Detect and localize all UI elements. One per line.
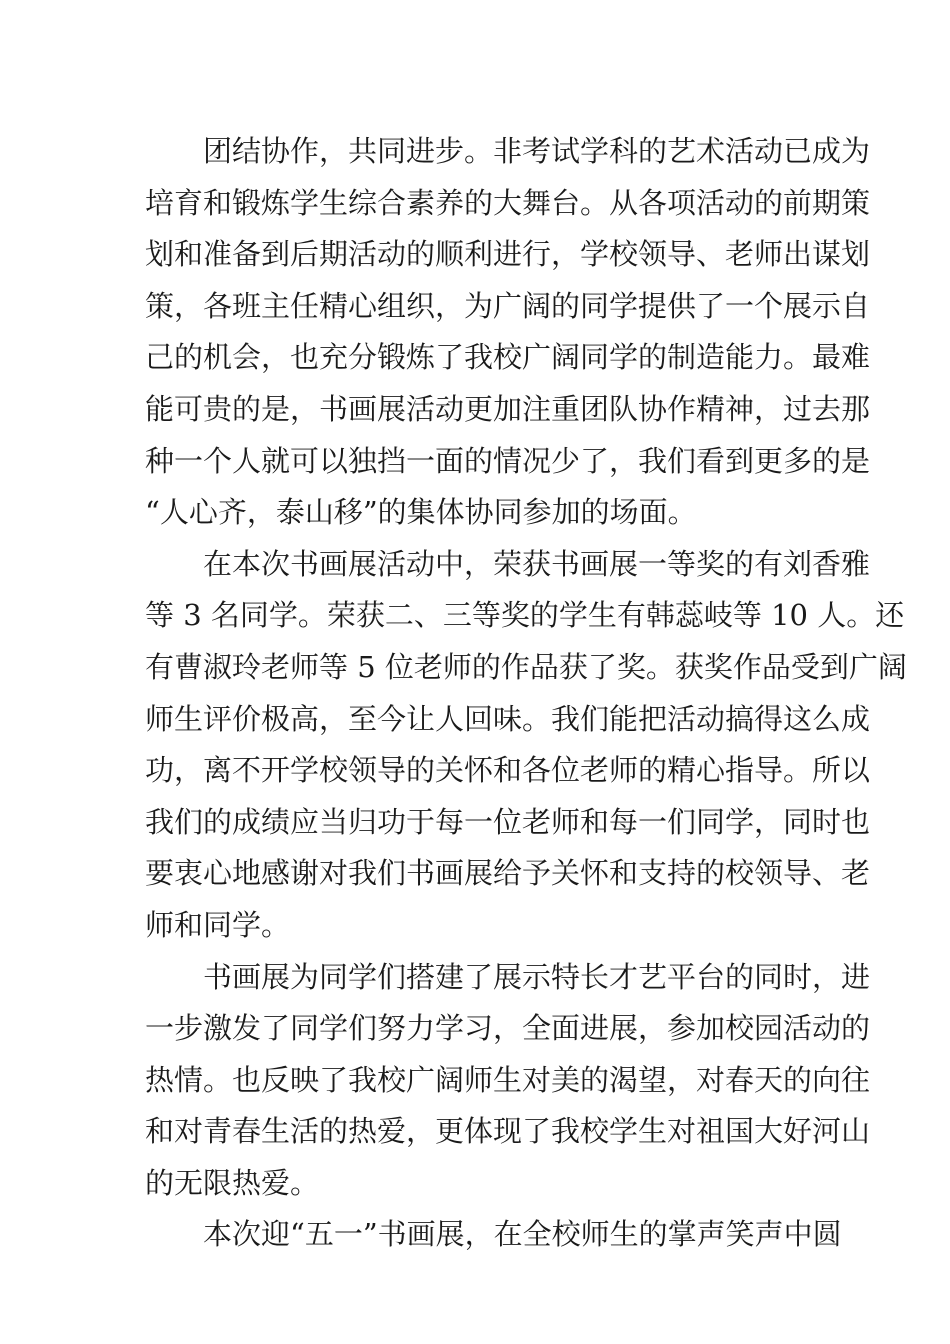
paragraph-4-line-1: 本次迎“五一”书画展，在全校师生的掌声笑声中圆 [203, 1217, 842, 1252]
paragraph-2-line-3: 有曹淑玲老师等 5 位老师的作品获了奖。获奖作品受到广阔 [145, 649, 907, 684]
paragraph-2-line-6: 我们的成绩应当归功于每一位老师和每一们同学，同时也 [145, 804, 871, 839]
paragraph-2-line-7: 要衷心地感谢对我们书画展给予关怀和支持的校领导、老 [145, 856, 871, 891]
paragraph-3-line-5: 的无限热爱。 [145, 1165, 320, 1200]
paragraph-1-line-4: 策，各班主任精心组织，为广阔的同学提供了一个展示自 [145, 288, 871, 323]
paragraph-2-line-2: 等 3 名同学。荣获二、三等奖的学生有韩蕊岐等 10 人。还 [145, 598, 905, 633]
paragraph-3-line-3: 热情。也反映了我校广阔师生对美的渴望，对春天的向往 [145, 1062, 871, 1097]
paragraph-1-line-1: 团结协作，共同进步。非考试学科的艺术活动已成为 [203, 134, 871, 168]
paragraph-1-line-8: “人心齐，泰山移”的集体协同参加的场面。 [145, 495, 697, 530]
paragraph-2-line-5: 功，离不开学校领导的关怀和各位老师的精心指导。所以 [145, 753, 871, 788]
paragraph-1-line-7: 种一个人就可以独挡一面的情况少了，我们看到更多的是 [145, 443, 871, 478]
paragraph-3-line-1: 书画展为同学们搭建了展示特长才艺平台的同时，进 [203, 959, 871, 994]
paragraph-2-line-1: 在本次书画展活动中，荣获书画展一等奖的有刘香雅 [203, 546, 871, 581]
paragraph-1-line-5: 己的机会，也充分锻炼了我校广阔同学的制造能力。最难 [145, 340, 871, 375]
paragraph-1-line-3: 划和准备到后期活动的顺利进行，学校领导、老师出谋划 [145, 237, 871, 272]
body-text [145, 126, 907, 1261]
paragraph-1-line-2: 培育和锻炼学生综合素养的大舞台。从各项活动的前期策 [145, 185, 871, 220]
paragraph-1-line-6: 能可贵的是，书画展活动更加注重团队协作精神，过去那 [145, 391, 871, 426]
paragraph-3-line-2: 一步激发了同学们努力学习，全面进展，参加校园活动的 [145, 1011, 871, 1046]
paragraph-3-line-4: 和对青春生活的热爱，更体现了我校学生对祖国大好河山 [145, 1114, 871, 1149]
paragraph-2-line-4: 师生评价极高，至今让人回味。我们能把活动搞得这么成 [145, 701, 871, 736]
paragraph-2-line-8: 师和同学。 [145, 907, 291, 942]
